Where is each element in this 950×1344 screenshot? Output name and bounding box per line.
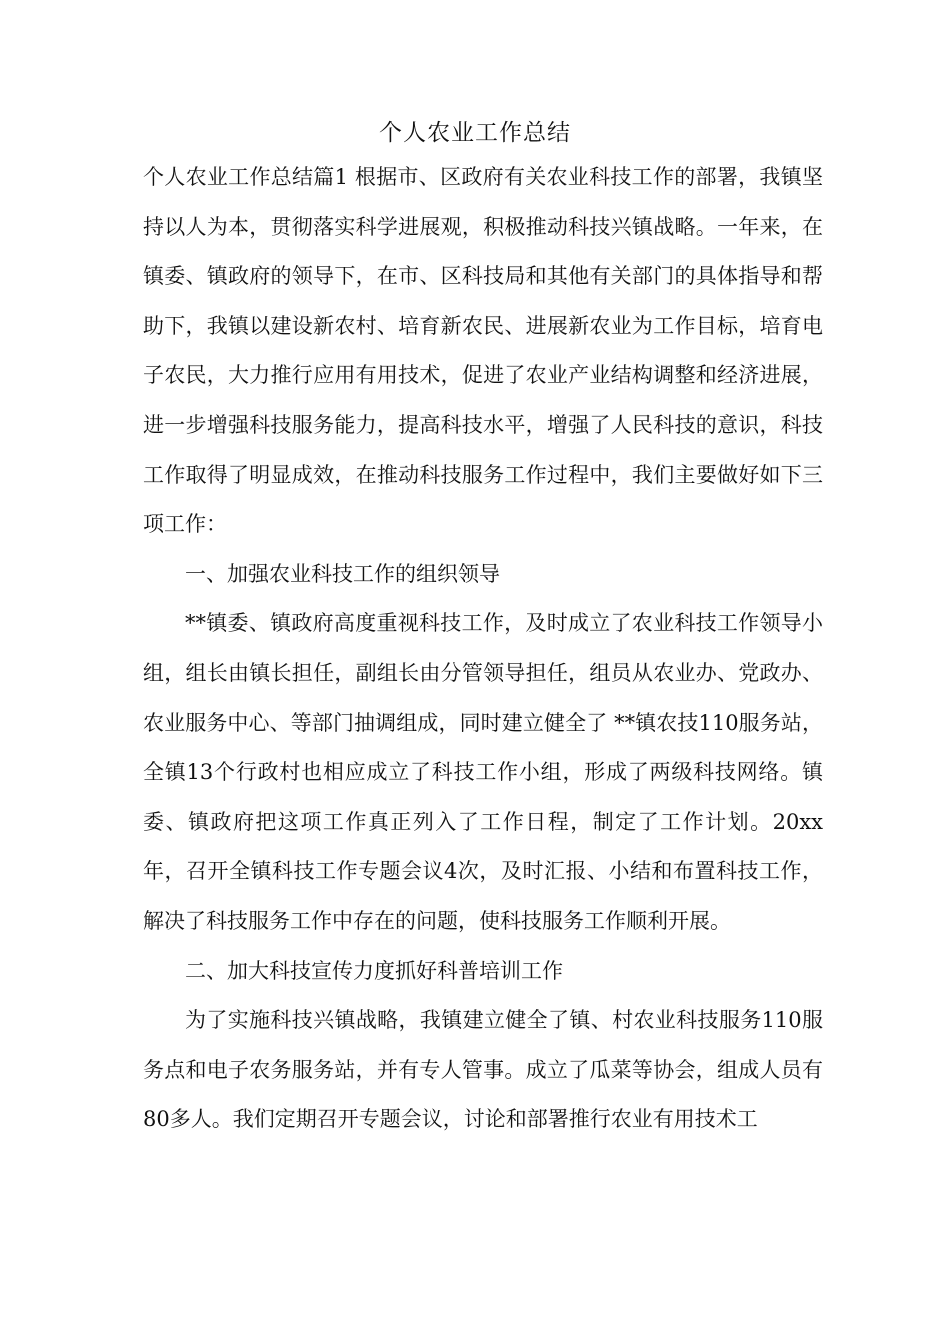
- section-1-paragraph: **镇委、镇政府高度重视科技工作，及时成立了农业科技工作领导小组，组长由镇长担任，副组长由分管领导担任，组员从农业办、党政办、农业服务中心、等部门抽调组成，同时建立健全了 **镇农技110服务站，全镇13个行政村也相应成立了科技工作小组，形成了两级科技网络。镇委、镇政府把这项工作真正列入了工作日程，制定了工作计划。20xx年，召开全镇科技工作专题会议4次，及时汇报、小结和布置科技工作，解决了科技服务工作中存在的问题，使科技服务工作顺利开展。: [143, 611, 823, 933]
- document-body: [143, 153, 823, 1145]
- section-heading-1: 一、加强农业科技工作的组织领导: [185, 561, 500, 586]
- section-2-paragraph: 为了实施科技兴镇战略，我镇建立健全了镇、村农业科技服务110服务点和电子农务服务站，并有专人管事。成立了瓜菜等协会，组成人员有80多人。我们定期召开专题会议，讨论和部署推行农业有用技术工: [143, 1008, 823, 1132]
- intro-paragraph: 个人农业工作总结篇1 根据市、区政府有关农业科技工作的部署，我镇坚持以人为本，贯彻落实科学进展观，积极推动科技兴镇战略。一年来，在镇委、镇政府的领导下，在市、区科技局和其他有关部门的具体指导和帮助下，我镇以建设新农村、培育新农民、进展新农业为工作目标，培育电子农民，大力推行应用有用技术，促进了农业产业结构调整和经济进展，进一步增强科技服务能力，提高科技水平，增强了人民科技的意识，科技工作取得了明显成效，在推动科技服务工作过程中，我们主要做好如下三项工作：: [143, 165, 823, 537]
- document-title: 个人农业工作总结: [379, 120, 571, 146]
- section-heading-2: 二、加大科技宣传力度抓好科普培训工作: [185, 958, 563, 983]
